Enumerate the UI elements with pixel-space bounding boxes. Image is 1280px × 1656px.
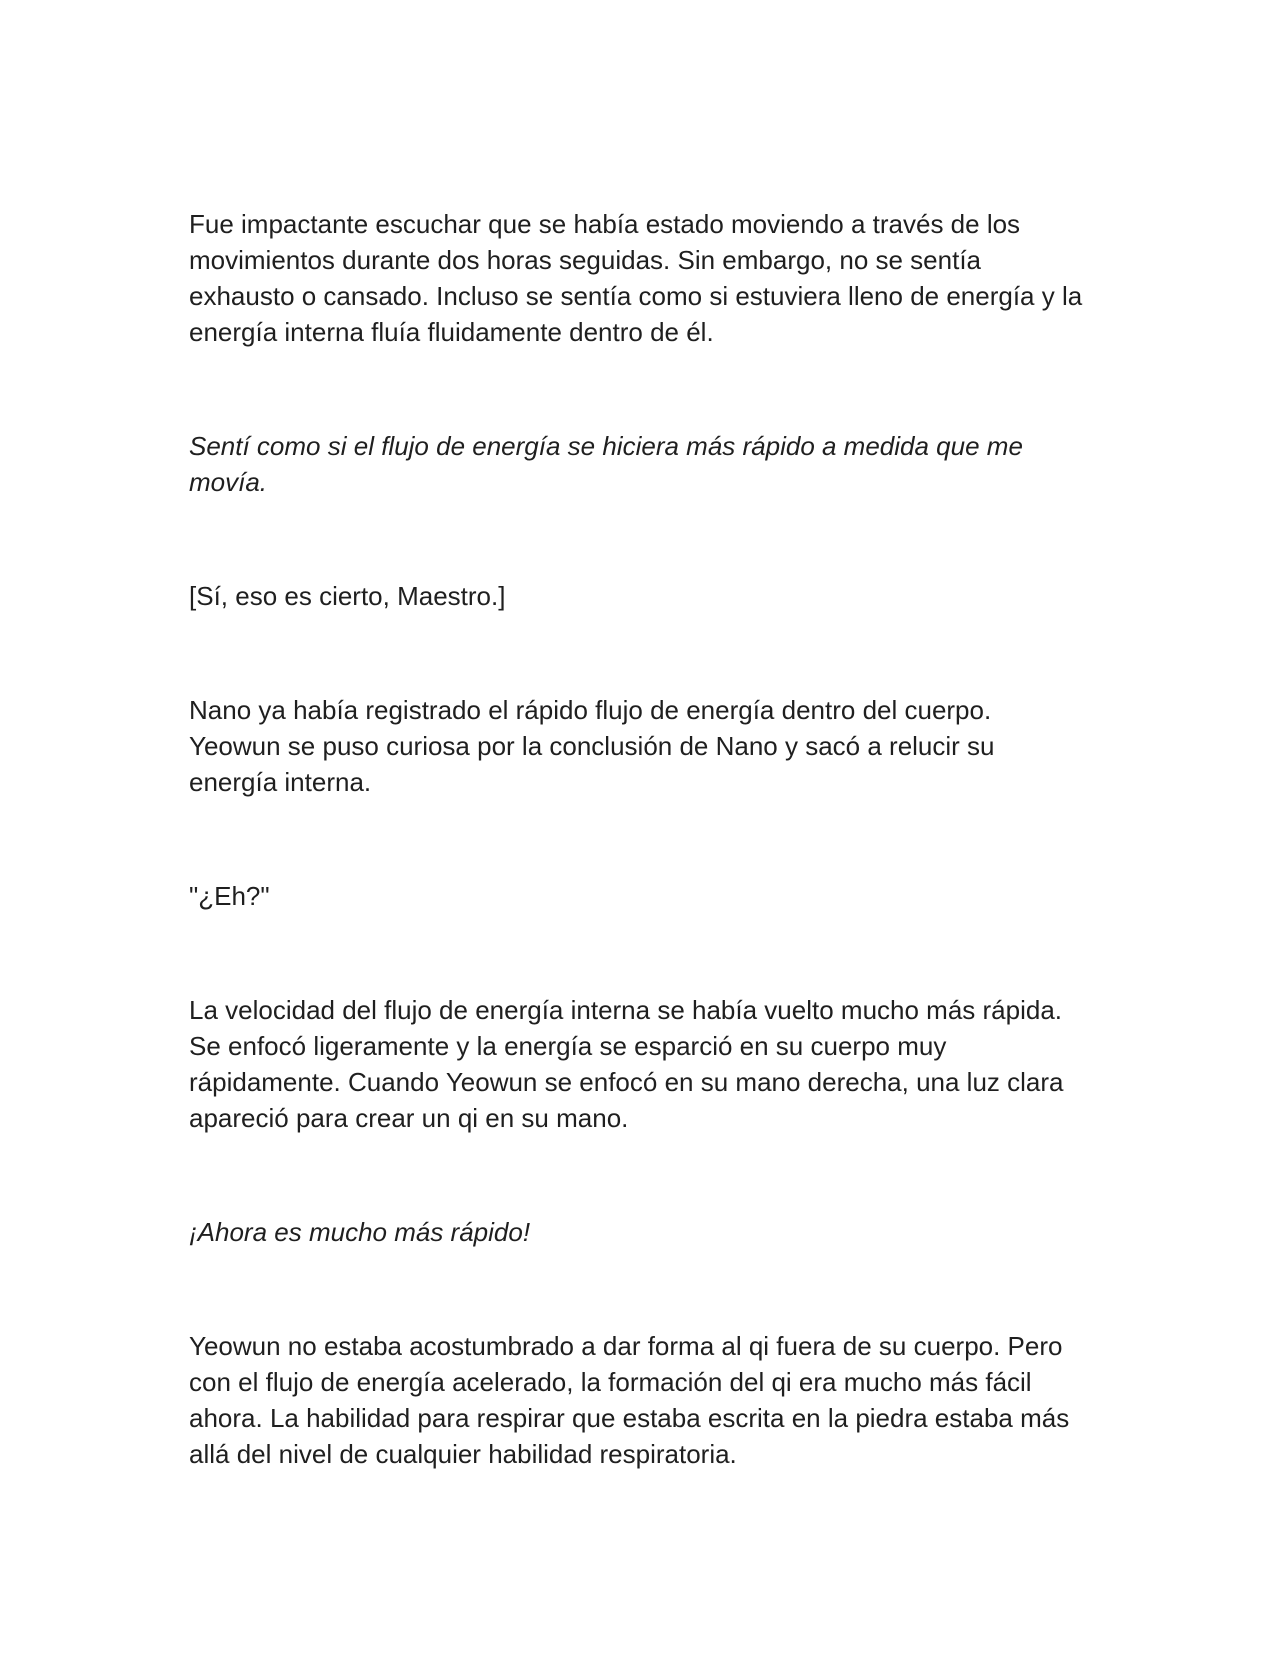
- paragraph-1: Fue impactante escuchar que se había estado moviendo a través de los movimientos durante dos horas seguidas. Sin embargo, no se sentía exhausto o cansado. Incluso se sentía como si estuviera lleno de energía y la energía interna fluía fluidamente dentro de él.: [189, 209, 1083, 347]
- paragraph-4: Nano ya había registrado el rápido flujo de energía dentro del cuerpo. Yeowun se puso curiosa por la conclusión de Nano y sacó a relucir su energía interna.: [189, 695, 995, 797]
- paragraph-7-thought: ¡Ahora es mucho más rápido!: [189, 1217, 531, 1247]
- paragraph-2-thought: Sentí como si el flujo de energía se hiciera más rápido a medida que me movía.: [189, 431, 1023, 497]
- paragraph-3-system-message: [Sí, eso es cierto, Maestro.]: [189, 581, 506, 611]
- paragraph-5-dialogue: "¿Eh?": [189, 881, 270, 911]
- paragraph-8: Yeowun no estaba acostumbrado a dar forma al qi fuera de su cuerpo. Pero con el flujo de energía acelerado, la formación del qi era mucho más fácil ahora. La habilidad para respirar que estaba escrita en la piedra estaba más allá del nivel de cualquier habilidad respiratoria.: [189, 1331, 1070, 1469]
- paragraph-6: La velocidad del flujo de energía interna se había vuelto mucho más rápida. Se enfocó ligeramente y la energía se esparció en su cuerpo muy rápidamente. Cuando Yeowun se enfocó en su mano derecha, una luz clara apareció para crear un qi en su mano.: [189, 995, 1064, 1133]
